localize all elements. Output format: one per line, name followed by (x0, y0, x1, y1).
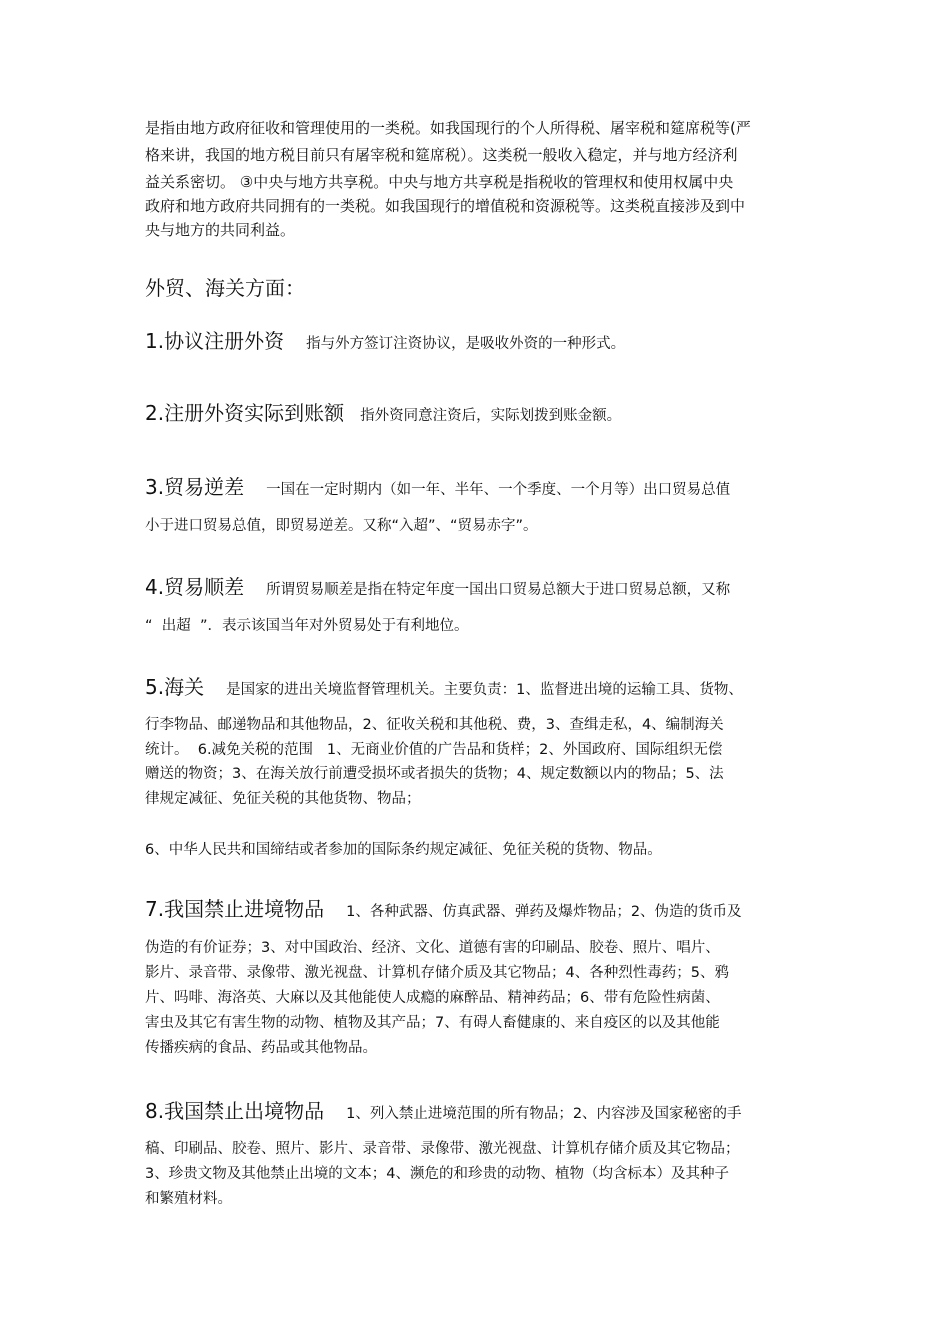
item-title: 1.协议注册外资 (145, 329, 285, 353)
item-text: 指与外方签订注资协议，是吸收外资的一种形式。 (306, 336, 626, 352)
item-text: 是国家的进出关境监督管理机关。主要负责：1、监督进出境的运输工具、货物、 (226, 682, 743, 698)
item-text-line: 小于进口贸易总值，即贸易逆差。又称“入超”、“贸易赤字”。 (145, 518, 538, 534)
item-text-line: 影片、录音带、录像带、激光视盘、计算机存储介质及其它物品；4、各种烈性毒药；5、鸦 (145, 965, 729, 981)
intro-line: 益关系密切。 ③中央与地方共享税。中央与地方共享税是指税收的管理权和使用权属中央 (145, 173, 734, 191)
intro-line: 格来讲，我国的地方税目前只有屠宰税和筵席税）。这类税一般收入稳定，并与地方经济利 (145, 146, 738, 164)
item-text: 指外资同意注资后，实际划拨到账金额。 (360, 408, 622, 424)
intro-line: 政府和地方政府共同拥有的一类税。如我国现行的增值税和资源税等。这类税直接涉及到中 (145, 197, 746, 215)
item-text-line: 行李物品、邮递物品和其他物品，2、征收关税和其他税、费，3、查缉走私，4、编制海关 (145, 717, 724, 733)
item-text-line: 片、吗啡、海洛英、大麻以及其他能使人成瘾的麻醉品、精神药品；6、带有危险性病菌、 (145, 990, 720, 1006)
item-text: 1、各种武器、仿真武器、弹药及爆炸物品；2、伪造的货币及 (346, 904, 742, 920)
item-text-line: 律规定减征、免征关税的其他货物、物品； (145, 791, 421, 807)
item-text-line: 统计。 6.减免关税的范围 1、无商业价值的广告品和货样；2、外国政府、国际组织无偿 (145, 742, 723, 758)
item-text-line: 传播疾病的食品、药品或其他物品。 (145, 1040, 377, 1056)
item-text-line: 稿、印刷品、胶卷、照片、影片、录音带、录像带、激光视盘、计算机存储介质及其它物品； (145, 1141, 740, 1157)
item-text-line: 伪造的有价证券；3、对中国政治、经济、文化、道德有害的印刷品、胶卷、照片、唱片、 (145, 940, 720, 956)
item-text-line: 6、中华人民共和国缔结或者参加的国际条约规定减征、免征关税的货物、物品。 (145, 842, 662, 858)
item-title: 5.海关 (145, 675, 205, 699)
intro-line: 央与地方的共同利益。 (145, 221, 296, 239)
item-text-line: 3、珍贵文物及其他禁止出境的文本；4、濒危的和珍贵的动物、植物（均含标本）及其种子 (145, 1166, 729, 1182)
item-text: 1、列入禁止进境范围的所有物品；2、内容涉及国家秘密的手 (346, 1106, 742, 1122)
item-title: 7.我国禁止进境物品 (145, 897, 325, 921)
intro-line: 是指由地方政府征收和管理使用的一类税。如我国现行的个人所得税、屠宰税和筵席税等(严 (145, 119, 751, 137)
item-title: 4.贸易顺差 (145, 575, 245, 599)
item-text: 所谓贸易顺差是指在特定年度一国出口贸易总额大于进口贸易总额，又称 (266, 582, 731, 598)
item-title: 2.注册外资实际到账额 (145, 401, 345, 425)
item-title: 8.我国禁止出境物品 (145, 1099, 325, 1123)
item-text: 一国在一定时期内（如一年、半年、一个季度、一个月等）出口贸易总值 (266, 482, 731, 498)
item-text-line: 害虫及其它有害生物的动物、植物及其产品；7、有碍人畜健康的、来自疫区的以及其他能 (145, 1015, 720, 1031)
item-text-line: 赠送的物资；3、在海关放行前遭受损坏或者损失的货物；4、规定数额以内的物品；5、法 (145, 766, 724, 782)
item-text-line: 和繁殖材料。 (145, 1191, 232, 1207)
item-title: 3.贸易逆差 (145, 475, 245, 499)
section-heading: 外贸、海关方面： (145, 276, 305, 300)
item-text-line: “ 出超 ”．表示该国当年对外贸易处于有利地位。 (145, 618, 469, 634)
